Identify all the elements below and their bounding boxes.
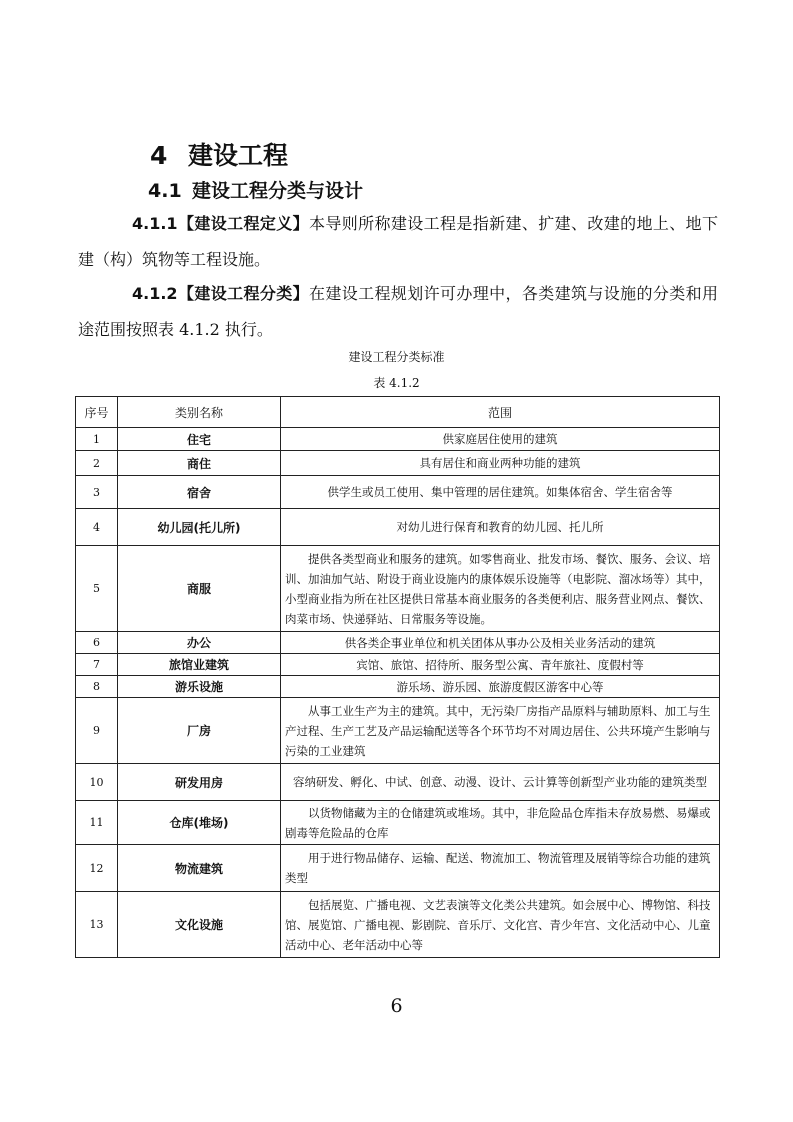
section-title: 建设工程分类与设计 <box>192 180 364 202</box>
clause-id: 4.1.2 <box>132 284 178 303</box>
row-no: 1 <box>76 428 118 451</box>
clause-term: 【建设工程定义】 <box>177 214 309 233</box>
clause-4-1-1 <box>78 206 718 278</box>
row-scope: 游乐场、游乐园、旅游度假区游客中心等 <box>281 676 720 698</box>
row-scope: 供家庭居住使用的建筑 <box>281 428 720 451</box>
table-row <box>76 546 720 632</box>
row-no: 6 <box>76 632 118 654</box>
row-no: 9 <box>76 698 118 764</box>
row-name: 宿舍 <box>118 476 281 509</box>
clause-id: 4.1.1 <box>132 214 178 233</box>
row-scope: 提供各类型商业和服务的建筑。如零售商业、批发市场、餐饮、服务、会议、培训、加油加气站、附设于商业设施内的康体娱乐设施等（电影院、溜冰场等）其中，小型商业指为所在社区提供日常基本商业服务的各类便利店、服务营业网点、餐饮、肉菜市场、快递驿站、日常服务等设施。 <box>281 546 720 632</box>
row-no: 5 <box>76 546 118 632</box>
row-name: 物流建筑 <box>118 845 281 892</box>
table-row <box>76 476 720 509</box>
table-row <box>76 845 720 892</box>
clause-text: 本导则所称建设工程是指新建、扩建、改建的地上、地下建（构）筑物等工程设施。 <box>78 214 718 269</box>
table-row <box>76 801 720 845</box>
row-scope: 包括展览、广播电视、文艺表演等文化类公共建筑。如会展中心、博物馆、科技馆、展览馆、广播电视、影剧院、音乐厅、文化宫、青少年宫、文化活动中心、儿童活动中心、老年活动中心等 <box>281 892 720 958</box>
row-no: 8 <box>76 676 118 698</box>
chapter-number: 4 <box>150 141 168 170</box>
row-scope: 以货物储藏为主的仓储建筑或堆场。其中，非危险品仓库指未存放易燃、易爆或剧毒等危险品的仓库 <box>281 801 720 845</box>
row-name: 旅馆业建筑 <box>118 654 281 676</box>
header-name: 类别名称 <box>118 397 281 428</box>
row-name: 办公 <box>118 632 281 654</box>
row-scope: 供学生或员工使用、集中管理的居住建筑。如集体宿舍、学生宿舍等 <box>281 476 720 509</box>
table-row <box>76 892 720 958</box>
clause-term: 【建设工程分类】 <box>177 284 309 303</box>
page-number: 6 <box>390 995 403 1017</box>
table-row <box>76 451 720 476</box>
row-scope: 具有居住和商业两种功能的建筑 <box>281 451 720 476</box>
row-no: 7 <box>76 654 118 676</box>
table-row <box>76 632 720 654</box>
chapter-heading <box>150 136 288 172</box>
row-no: 11 <box>76 801 118 845</box>
row-no: 2 <box>76 451 118 476</box>
row-name: 住宅 <box>118 428 281 451</box>
row-name: 文化设施 <box>118 892 281 958</box>
header-scope: 范围 <box>281 397 720 428</box>
section-heading <box>148 176 363 203</box>
row-no: 13 <box>76 892 118 958</box>
row-no: 3 <box>76 476 118 509</box>
row-scope: 供各类企事业单位和机关团体从事办公及相关业务活动的建筑 <box>281 632 720 654</box>
table-row <box>76 764 720 801</box>
table-header-row <box>76 397 720 428</box>
row-scope: 容纳研发、孵化、中试、创意、动漫、设计、云计算等创新型产业功能的建筑类型 <box>281 764 720 801</box>
row-scope: 宾馆、旅馆、招待所、服务型公寓、青年旅社、度假村等 <box>281 654 720 676</box>
section-number: 4.1 <box>148 180 182 202</box>
row-name: 仓库(堆场) <box>118 801 281 845</box>
row-scope: 用于进行物品储存、运输、配送、物流加工、物流管理及展销等综合功能的建筑类型 <box>281 845 720 892</box>
clause-4-1-2 <box>78 276 718 348</box>
row-no: 12 <box>76 845 118 892</box>
row-name: 商服 <box>118 546 281 632</box>
row-name: 游乐设施 <box>118 676 281 698</box>
row-name: 幼儿园(托儿所) <box>118 509 281 546</box>
header-no: 序号 <box>76 397 118 428</box>
clause-text: 在建设工程规划许可办理中，各类建筑与设施的分类和用途范围按照表 4.1.2 执行。 <box>78 284 718 339</box>
table-row <box>76 676 720 698</box>
table-title: 建设工程分类标准 <box>348 350 445 364</box>
row-name: 商住 <box>118 451 281 476</box>
row-name: 研发用房 <box>118 764 281 801</box>
row-name: 厂房 <box>118 698 281 764</box>
table-row <box>76 428 720 451</box>
classification-table <box>75 396 720 958</box>
row-scope: 从事工业生产为主的建筑。其中，无污染厂房指产品原料与辅助原料、加工与生产过程、生产工艺及产品运输配送等各个环节均不对周边居住、公共环境产生影响与污染的工业建筑 <box>281 698 720 764</box>
row-no: 4 <box>76 509 118 546</box>
row-scope: 对幼儿进行保育和教育的幼儿园、托儿所 <box>281 509 720 546</box>
table-label: 表 4.1.2 <box>373 376 420 390</box>
chapter-title: 建设工程 <box>188 141 289 170</box>
table-row <box>76 509 720 546</box>
table-row <box>76 654 720 676</box>
table-row <box>76 698 720 764</box>
row-no: 10 <box>76 764 118 801</box>
